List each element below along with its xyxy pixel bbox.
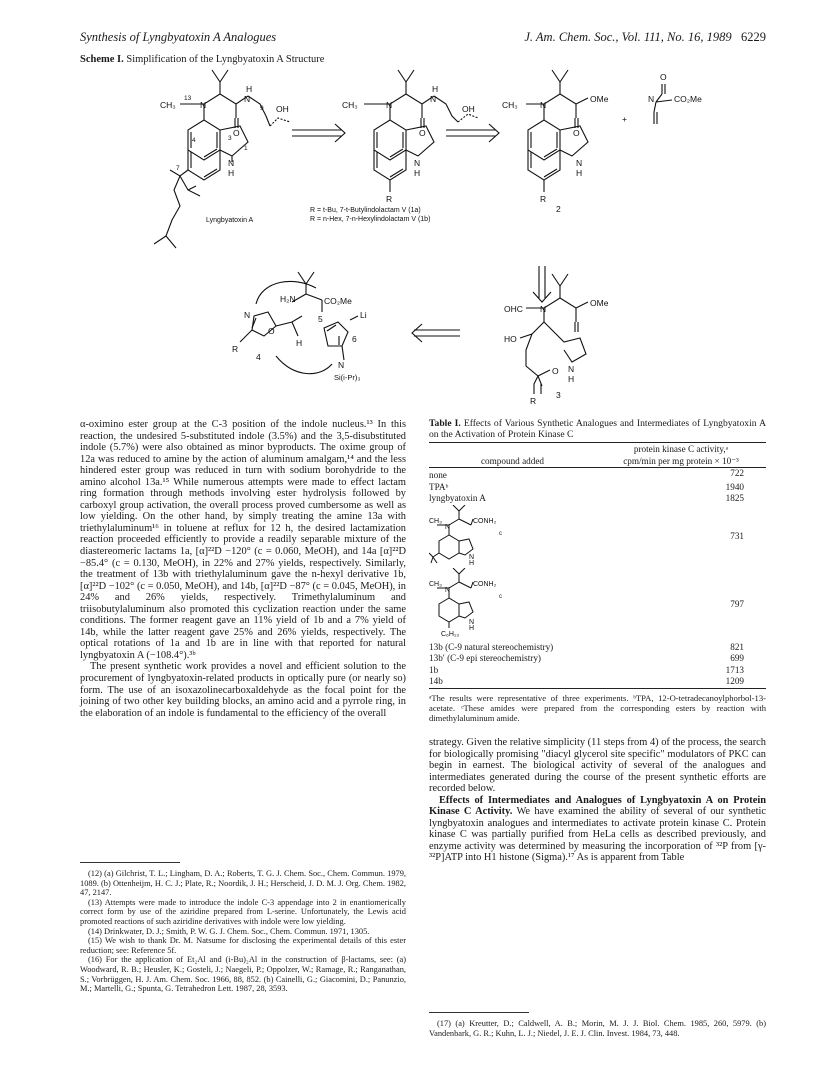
table-label: Table I. xyxy=(429,418,461,429)
svg-text:O: O xyxy=(573,128,580,138)
table-title: Table I. Effects of Various Synthetic Analogues and Intermediates of Lyngbyatoxin A on the Activation of Protein Kinase C xyxy=(429,418,766,440)
svg-text:N: N xyxy=(540,100,547,110)
svg-text:O: O xyxy=(552,366,559,376)
svg-text:R: R xyxy=(530,396,537,406)
svg-text:4: 4 xyxy=(256,352,261,362)
svg-text:H: H xyxy=(296,338,303,348)
svg-text:OH: OH xyxy=(276,104,289,114)
page-number: 6229 xyxy=(741,30,766,44)
svg-text:OMe: OMe xyxy=(590,298,609,308)
svg-text:H₂N: H₂N xyxy=(280,294,296,304)
svg-text:R: R xyxy=(386,194,393,204)
svg-text:c: c xyxy=(499,594,502,601)
scheme-text-labels xyxy=(160,72,702,406)
svg-text:R: R xyxy=(540,194,547,204)
table-row: CH₃ N CONH₂ c N H C₆H₁₃ 797 xyxy=(429,568,766,642)
footnote-rule-left xyxy=(80,862,180,863)
svg-text:N: N xyxy=(430,94,437,104)
left-paragraph-1: α-oximino ester group at the C-3 position of the indole nucleus.¹³ In this reaction, the undesired 5-substituted indole (3.5%) and the 3,5-disubstituted indole (5.7%) were also obtained as minor byproducts. The oxime group of 12a was reduced to amine by the action of aluminum amalgam,¹⁴ and the less hindered ester group was reduced in turn with sodium borohydride to the amino alcohol 13a.¹⁵ While numerous attempts were made to effect lactam ring formation through methods involving ester hydrolysis followed by carboxyl group activation, the overall process proved cumbersome as well as low yielding. On the other hand, by simply treating the amine 13a with triethylaluminum¹⁶ in toluene at reflux for 12 h, the desired lactamization reaction proceeded efficiently to provide a readily separable mixture of the diastereomeric lactams 1a, [α]²²D −120° (c = 0.060, MeOH), and 14a [α]²²D −85.4° (c = 0.130, MeOH), in 22% and 27% yields, respectively. Similarly, the treatment of 13b with triethylaluminum gave the n-hexyl derivative 1b, [α]²²D −102° (c = 0.050, MeOH), and 14b, [α]²²D −87° (c = 0.045, MeOH), in 24% and 26% yields, respectively. Trimethylaluminum and triisobutylaluminum also promoted this cyclization reaction under the same conditions. The former reagent gave an 11% yield of 1b and a 7% yield of 14b, while the latter reagent gave 25% and 26% yields, respectively. The optical rotations of 1a and 1b are in line with that reported for natural lyngbyatoxin A (−108.4°).³ᵇ xyxy=(80,419,406,661)
table-col2-line1: protein kinase C activity,ᵃ xyxy=(633,444,729,454)
footnote-12: (12) (a) Gilchrist, T. L.; Lingham, D. A.; Roberts, T. G. J. Chem. Soc., Chem. Commun. 1979, 1089. (b) Ottenheijm, H. C. J.; Plate, R.; Noordik, J. H.; Herscheid, J. D. M. J. Org. Chem. 1982, 47, 2147. xyxy=(80,869,406,898)
svg-text:H: H xyxy=(469,625,475,633)
footnote-13: (13) Attempts were made to introduce the indole C-3 appendage into 2 in enantiomerically correct form by use of the aziridine prepared from L-serine. Unfortunately, the Lewis acid promoted reactions of such aziridine derivatives with indole were low yielding. xyxy=(80,897,406,926)
svg-text:H: H xyxy=(469,559,475,565)
svg-text:CO₂Me: CO₂Me xyxy=(674,94,702,104)
svg-text:O: O xyxy=(268,326,275,336)
table-row: 13b (C-9 natural stereochemistry) 821 xyxy=(429,641,744,652)
amide-structure-1 xyxy=(429,505,569,565)
footnotes-left xyxy=(80,869,406,994)
svg-text:N: N xyxy=(540,304,547,314)
footnotes-right xyxy=(429,1019,766,1038)
right-paragraph-1: strategy. Given the relative simplicity (11 steps from 4) of the process, the search for biologically promising "diacyl glycerol site specific" modulators of PKC can begin in earnest. The biological activity of several of the analogues and intermediates generated during the course of the present synthetic efforts are recorded below. xyxy=(429,737,766,795)
svg-text:5: 5 xyxy=(318,314,323,324)
left-column-body xyxy=(80,419,406,719)
svg-text:H: H xyxy=(432,84,439,94)
table-col1-header: compound added xyxy=(480,455,545,466)
table-row: CH₃ N CONH₂ c N H 731 xyxy=(429,505,766,569)
svg-text:N: N xyxy=(445,523,451,531)
svg-text:N: N xyxy=(244,310,251,320)
svg-text:H: H xyxy=(228,168,235,178)
svg-text:Li: Li xyxy=(360,310,367,320)
svg-text:1: 1 xyxy=(244,145,248,152)
table-row: lyngbyatoxin A 1825 xyxy=(429,493,744,504)
svg-text:N: N xyxy=(386,100,393,110)
footnote-14: (14) Drinkwater, D. J.; Smith, P. W. G. J. Chem. Soc., Chem. Commun. 1971, 1305. xyxy=(88,926,370,936)
svg-text:N: N xyxy=(338,360,345,370)
svg-text:N: N xyxy=(568,364,575,374)
svg-text:CONH₂: CONH₂ xyxy=(473,517,497,525)
svg-text:CH₃: CH₃ xyxy=(429,581,442,589)
running-head-citation: J. Am. Chem. Soc., Vol. 111, No. 16, 1989 6229 xyxy=(524,30,766,44)
svg-text:3: 3 xyxy=(228,135,232,142)
svg-text:N: N xyxy=(469,553,475,561)
footnote-15: (15) We wish to thank Dr. M. Natsume for disclosing the experimental details of this ester reduction; see: Reference 5f. xyxy=(80,936,406,955)
svg-text:N: N xyxy=(576,158,583,168)
svg-text:Si(i-Pr)₃: Si(i-Pr)₃ xyxy=(334,373,361,382)
svg-text:CH₃: CH₃ xyxy=(429,517,442,525)
svg-text:N: N xyxy=(200,100,207,110)
amide-structure-2 xyxy=(429,568,569,638)
svg-text:4: 4 xyxy=(192,137,196,144)
svg-text:N: N xyxy=(469,619,475,627)
svg-text:Lyngbyatoxin A: Lyngbyatoxin A xyxy=(206,217,254,224)
section-heading: Effects of Intermediates and Analogues of Lyngbyatoxin A on Protein Kinase C Activity. xyxy=(429,794,766,818)
svg-text:OH: OH xyxy=(462,104,475,114)
svg-text:C₆H₁₃: C₆H₁₃ xyxy=(441,631,460,639)
table-row: TPAᵇ 1940 xyxy=(429,481,744,492)
running-head xyxy=(80,30,766,46)
svg-text:N: N xyxy=(414,158,421,168)
svg-text:CH₃: CH₃ xyxy=(342,100,358,110)
svg-text:OMe: OMe xyxy=(590,94,609,104)
left-paragraph-2: The present synthetic work provides a novel and efficient solution to the procurement of lyngbyatoxin-related products in optically pure (or nearly so) form. The use of an isoxazolinecarboxaldehyde as the focal point for the joining of two other key building blocks, an amino acid and a pyrrole ring, in the elaboration of an indole is fundamental to the efficiency of the overall xyxy=(80,661,406,719)
svg-text:3: 3 xyxy=(556,390,561,400)
svg-text:R = t-Bu, 7-t-Butylindolactam: R = t-Bu, 7-t-Butylindolactam V (1a) xyxy=(310,207,421,214)
table-row: 13b′ (C-9 epi stereochemistry) 699 xyxy=(429,653,744,664)
svg-text:2: 2 xyxy=(556,204,561,214)
svg-text:OHC: OHC xyxy=(504,304,523,314)
svg-text:H: H xyxy=(246,84,253,94)
svg-text:CH₃: CH₃ xyxy=(502,100,518,110)
footnote-17: (17) (a) Kreutter, D.; Caldwell, A. B.; Morin, M. J. J. Biol. Chem. 1985, 260, 5979. (b) Vandenbark, G. R.; Kuhn, L. J.; Niedel, J. E. J. Clin. Invest. 1984, 73, 448. xyxy=(429,1019,766,1038)
footnote-16: (16) For the application of Et₂Al and (i-Bu)₂Al in the construction of β-lactams, see: (a) Woodward, R. B.; Heusler, K.; Gosteli, J.; Naegeli, P.; Oppolzer, W.; Ramage, R.; Ranganathan, S.; Vorbrüggen, H. J. Am. Chem. Soc. 1966, 88, 852. (b) Cainelli, G.; Giacomini, D.; Panunzio, M.; Martelli, G.; Spunta, G. Tetrahedron Lett. 1987, 28, 3593. xyxy=(80,955,406,994)
svg-text:R: R xyxy=(232,344,239,354)
footnote-rule-right xyxy=(429,1012,529,1013)
svg-text:R = n-Hex, 7-n-Hexylindolactam: R = n-Hex, 7-n-Hexylindolactam V (1b) xyxy=(310,216,431,223)
scheme-label: Scheme I. xyxy=(80,54,124,65)
svg-text:N: N xyxy=(648,94,655,104)
svg-text:6: 6 xyxy=(352,334,357,344)
svg-text:7: 7 xyxy=(176,165,180,172)
svg-text:c: c xyxy=(499,530,502,537)
svg-text:O: O xyxy=(233,128,240,138)
svg-text:13: 13 xyxy=(184,95,192,102)
scheme-caption xyxy=(80,54,324,65)
table-col2-line2: cpm/min per mg protein × 10⁻³ xyxy=(623,455,739,466)
scheme-title: Simplification of the Lyngbyatoxin A Structure xyxy=(126,54,325,65)
svg-text:H: H xyxy=(568,374,575,384)
right-paragraph-2: Effects of Intermediates and Analogues of Lyngbyatoxin A on Protein Kinase C Activity. We have examined the ability of several of our synthetic lyngbyatoxin analogues and intermediates to activate protein kinase C. Protein kinase C was partially purified from HeLa cells as described previously, and enzyme activity was determined by measuring the incorporation of ³²P from [γ-³²P]ATP into H1 histone (Sigma).¹⁷ As is apparent from Table xyxy=(429,794,766,864)
svg-text:N: N xyxy=(228,158,235,168)
running-head-title: Synthesis of Lyngbyatoxin A Analogues xyxy=(80,30,277,44)
svg-text:CH₃: CH₃ xyxy=(160,100,176,110)
svg-text:+: + xyxy=(622,114,627,124)
table-row: none 722 xyxy=(429,468,766,482)
svg-text:9: 9 xyxy=(260,105,264,112)
svg-text:CO₂Me: CO₂Me xyxy=(324,296,352,306)
svg-text:O: O xyxy=(660,72,667,82)
svg-text:H: H xyxy=(576,168,583,178)
svg-text:HO: HO xyxy=(504,334,517,344)
table-footnote: ᵃThe results were representative of three experiments. ᵇTPA, 12-O-tetradecanoylphorbol-13-acetate. ᶜThese amides were prepared from the corresponding esters by reaction with dimethylaluminum amide. xyxy=(429,693,766,724)
scheme-diagram xyxy=(80,66,766,406)
right-column xyxy=(429,418,766,864)
svg-text:N: N xyxy=(244,94,251,104)
table-row: 14b 1209 xyxy=(429,676,744,687)
results-table xyxy=(429,442,766,689)
svg-text:N: N xyxy=(445,587,451,595)
table-row: 1b 1713 xyxy=(429,664,744,675)
svg-text:O: O xyxy=(419,128,426,138)
svg-text:CONH₂: CONH₂ xyxy=(473,581,497,589)
svg-text:H: H xyxy=(414,168,421,178)
